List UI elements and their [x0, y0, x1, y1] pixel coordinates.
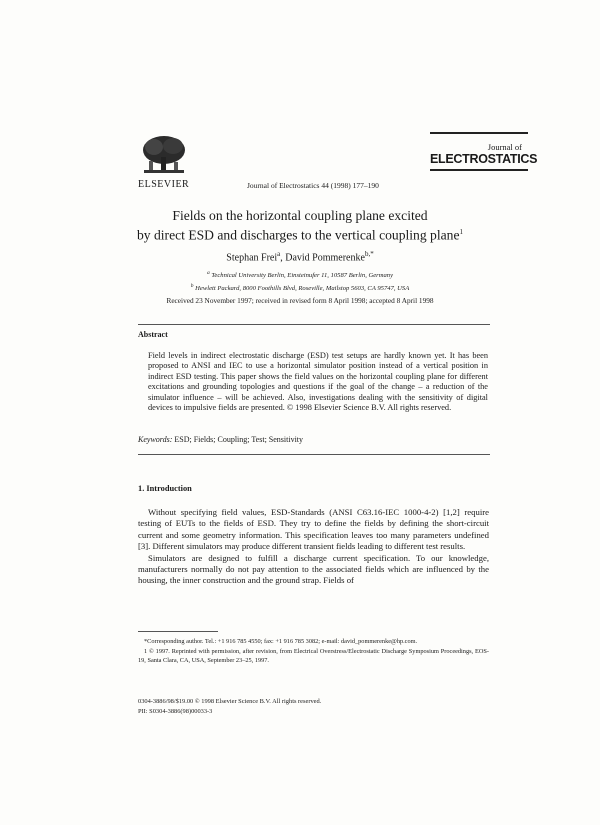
- author-name: Stephan Frei: [226, 252, 278, 264]
- masthead-rule-bottom: [430, 169, 528, 171]
- author-name: David Pommerenke: [285, 252, 365, 264]
- divider: [138, 324, 490, 325]
- abstract-text: Field levels in indirect electrostatic discharge (ESD) test setups are hardly known yet. It has been proposed to ANSI and IEC to use a horizontal simulator position instead of a vertical position in indirect ESD testing. This paper shows the field values on the horizontal coupling plane for different excitations and grounding topologies and questions if the goal of the change – a reduction of the simulator influence – will be achieved. Also, investigations dealing with the sensitivity of digital devices to impulsive fields are presented. © 1998 Elsevier Science B.V. All rights reserved.: [148, 351, 488, 413]
- affiliation-a: [110, 268, 490, 281]
- intro-paragraph: Without specifying field values, ESD-Standards (ANSI C63.16-IEC 1000-4-2) [1,2] require testing of EUTs to the fields of ESD. They try to define the fields by defining the short-circuit current and some geometry information. This specification leaves too many parameters undefined [3]. Different simulators may produce different transient fields leading to different test results.: [138, 507, 489, 552]
- section-heading: 1. Introduction: [138, 484, 192, 493]
- masthead-rule-top: [430, 132, 528, 134]
- intro-paragraph: Simulators are designed to fulfill a discharge current specification. To our knowledge, manufacturers normally do not pay attention to the associated fields which are influenced by the housing, the inner construction and the ground strap. Fields of: [138, 552, 489, 586]
- journal-citation: Journal of Electrostatics 44 (1998) 177–190: [247, 181, 379, 190]
- article-title: [110, 207, 490, 244]
- publisher-name: ELSEVIER: [138, 179, 190, 190]
- intro-body: [138, 507, 489, 587]
- copyright-imprint: [138, 697, 489, 716]
- footnote: *Corresponding author. Tel.: +1 916 785 4550; fax: +1 916 785 3082; e-mail: david_pommerenke@hp.com.: [144, 638, 418, 645]
- affiliations: [110, 268, 490, 294]
- footnote-divider: [138, 631, 218, 632]
- imprint-line: 0304-3886/98/$19.00 © 1998 Elsevier Science B.V. All rights reserved.: [138, 698, 322, 705]
- title-line-1: Fields on the horizontal coupling plane excited: [172, 208, 428, 223]
- footnote: 1 © 1997. Reprinted with permission, after revision, from Electrical Overstress/Electrostatic Discharge Symposium Proceedings, EOS-19, Santa Clara, CA, USA, September 23–25, 1997.: [138, 648, 489, 664]
- title-line-2-text: by direct ESD and discharges to the vertical coupling plane: [136, 227, 460, 243]
- keywords: [138, 435, 488, 444]
- title-line-2: [110, 224, 490, 244]
- affiliation-b: [110, 281, 490, 294]
- journal-masthead: [430, 132, 538, 171]
- elsevier-tree-logo: [140, 135, 188, 177]
- keywords-label: Keywords:: [138, 435, 173, 444]
- affiliation-text: Technical University Berlin, Einsteinufer 11, 10587 Berlin, Germany: [211, 272, 394, 280]
- journal-of-label: Journal of: [487, 142, 522, 152]
- author-affil-mark: a: [277, 250, 281, 258]
- title-footnote-mark: 1: [459, 228, 463, 236]
- journal-name: ELECTROSTATICS: [430, 152, 538, 166]
- footnotes: [138, 637, 489, 666]
- affiliation-mark: a: [206, 270, 210, 276]
- affiliation-mark: b: [190, 283, 194, 290]
- author-affil-mark: b,*: [364, 250, 374, 258]
- abstract-heading: Abstract: [138, 330, 168, 339]
- received-dates: Received 23 November 1997; received in revised form 8 April 1998; accepted 8 April 1998: [166, 296, 434, 305]
- author-list: Stephan Frei$^a$, David Pommerenke$^{b,*}$: [226, 250, 374, 264]
- pii-line: PII: S0304-3886(98)00033-3: [138, 707, 213, 715]
- affiliation-text: Hewlett Packard, 8000 Foothills Blvd, Roseville, Mailstop 5603, CA 95747, USA: [195, 285, 410, 293]
- keywords-text: ESD; Fields; Coupling; Test; Sensitivity: [174, 435, 304, 444]
- divider: [138, 454, 490, 455]
